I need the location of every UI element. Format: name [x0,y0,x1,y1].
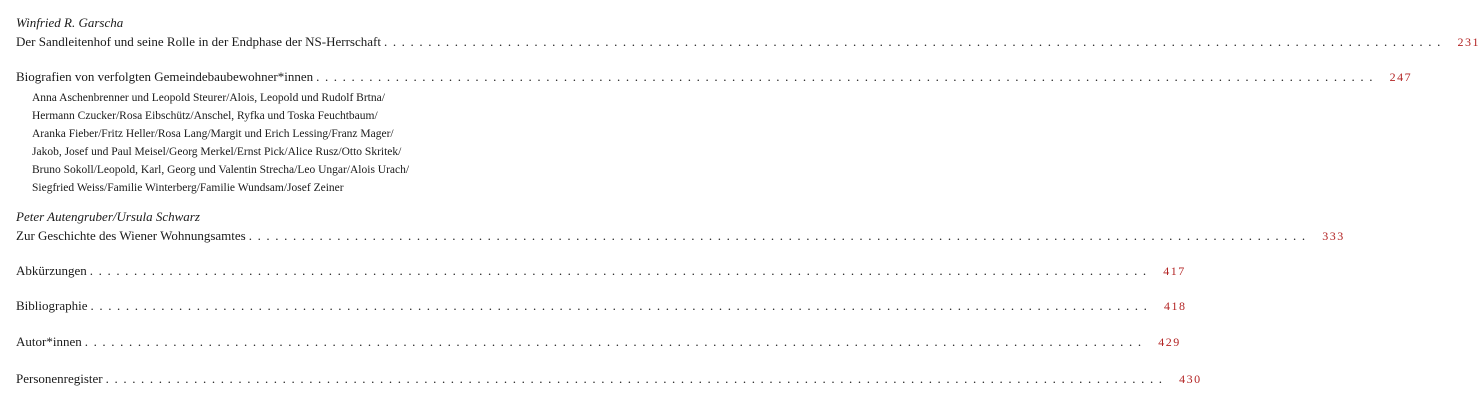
dot-leader: ........................................................................................................................ [84,334,1147,349]
entry-author: Peter Autengruber/Ursula Schwarz [16,209,200,224]
dot-leader: ........................................................................................................................ [316,69,1379,84]
entry-line[interactable] [16,369,1202,388]
biography-names-list [16,89,490,197]
subentry-line: Jakob, Josef und Paul Meisel/Georg Merkel/Ernst Pick/Alice Rusz/Otto Skritek/ [32,146,402,158]
toc-entry-garscha [16,14,1480,51]
entry-line[interactable] [16,226,1345,245]
toc-entry-biografien [16,67,1413,197]
page-number: 418 [1164,299,1187,313]
subentry-line: Siegfried Weiss/Familie Winterberg/Familie Wundsam/Josef Zeiner [32,182,344,194]
dot-leader: ........................................................................................................................ [90,298,1153,313]
toc-entry-wohnungsamt [16,208,1345,245]
entry-line[interactable] [16,296,1187,315]
entry-line[interactable] [16,261,1186,280]
entry-title: Biografien von verfolgten Gemeindebaubewohner*innen [16,69,314,84]
entry-title: Personenregister [16,371,103,386]
toc-entry-abkuerzungen [16,261,1186,280]
toc-entry-bibliographie [16,296,1187,315]
entry-title: Bibliographie [16,298,88,313]
page-number: 417 [1163,264,1186,278]
dot-leader: ........................................................................................................................ [105,371,1168,386]
subentry-line: Anna Aschenbrenner und Leopold Steurer/Alois, Leopold und Rudolf Brtna/ [32,92,385,104]
page-number: 430 [1179,372,1202,386]
toc-entry-autorinnen [16,332,1181,351]
page-number: 231 [1457,35,1480,49]
subentry-line: Hermann Czucker/Rosa Eibschütz/Anschel, Ryfka und Toska Feuchtbaum/ [32,110,378,122]
page-number: 247 [1389,70,1413,84]
entry-author: Winfried R. Garscha [16,15,124,30]
page-number: 429 [1158,335,1181,349]
entry-title: Autor*innen [16,334,82,349]
toc-entry-personenregister [16,369,1202,388]
dot-leader: ........................................................................................................................ [383,34,1446,49]
entry-line[interactable] [16,32,1480,51]
dot-leader: ........................................................................................................................ [89,263,1152,278]
entry-line[interactable] [16,67,1413,86]
entry-title: Abkürzungen [16,263,87,278]
entry-title: Der Sandleitenhof und seine Rolle in der Endphase der NS-Herrschaft [16,34,381,49]
entry-line[interactable] [16,332,1181,351]
subentry-line: Aranka Fieber/Fritz Heller/Rosa Lang/Margit und Erich Lessing/Franz Mager/ [32,128,394,140]
entry-title: Zur Geschichte des Wiener Wohnungsamtes [16,228,246,243]
dot-leader: ........................................................................................................................ [248,228,1311,243]
subentry-line: Bruno Sokoll/Leopold, Karl, Georg und Valentin Strecha/Leo Ungar/Alois Urach/ [32,164,410,176]
page-number: 333 [1322,229,1345,243]
